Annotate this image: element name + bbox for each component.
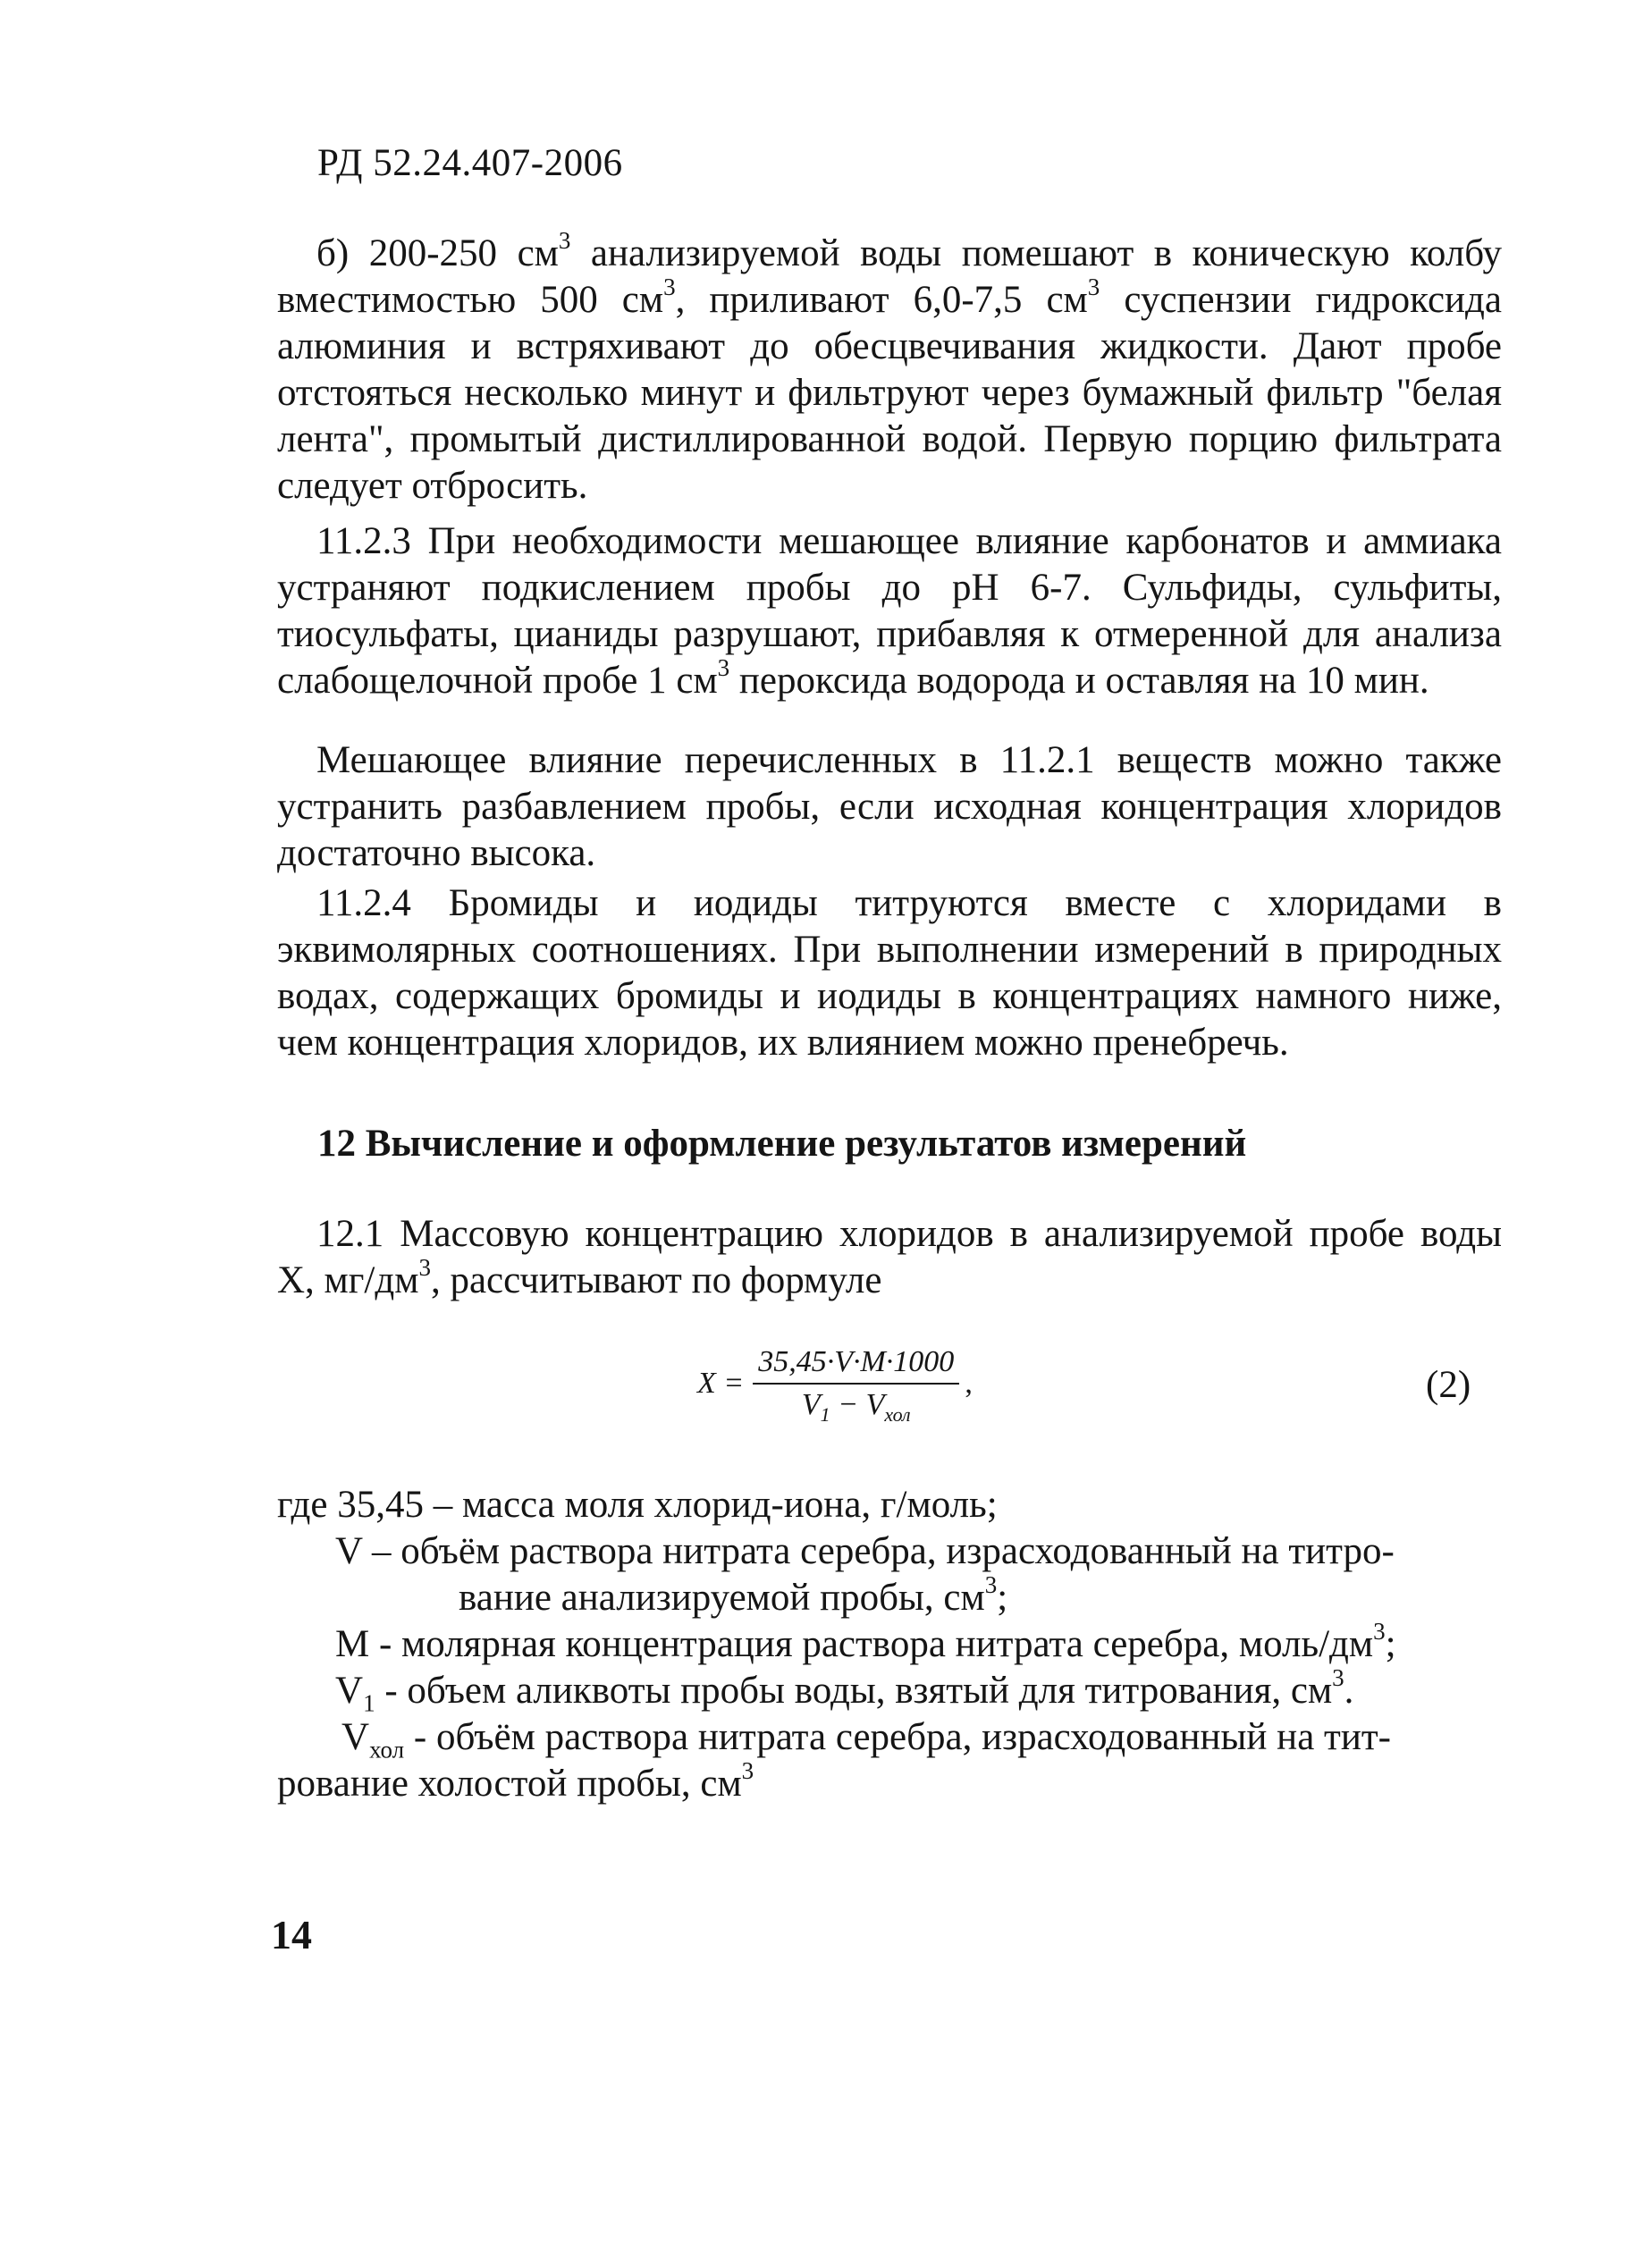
section-title: 12 Вычисление и оформление результатов измерений	[317, 1123, 1247, 1165]
page-number: 14	[271, 1912, 312, 1957]
superscript-3: 3	[418, 1253, 431, 1281]
formula-comma: ,	[965, 1367, 973, 1400]
definition-m: M - молярная концентрация раствора нитрата серебра, моль/$дм^3$;	[335, 1617, 1396, 1665]
document-header: РД 52.24.407-2006	[317, 142, 623, 184]
formula-number: (2)	[1426, 1364, 1471, 1406]
formula-numerator: 35,45·V·M·1000	[753, 1345, 959, 1385]
superscript-3: 3	[741, 1756, 754, 1784]
paragraph-12-1: 12.1 Массовую концентрацию хлоридов в анализируемой пробе воды X, $мг/дм^3$, рассчитывают по формуле	[277, 1213, 1502, 1301]
variable-definitions	[277, 1482, 1502, 1807]
formula-denominator: $V_1 - V_{хол}$	[801, 1388, 911, 1426]
superscript-3: 3	[663, 273, 676, 300]
definition-v: V – объём раствора нитрата серебра, израсходованный на титро- вание анализируемой пробы, $см^3$;	[335, 1530, 1395, 1619]
superscript-3: 3	[1087, 273, 1100, 300]
superscript-3: 3	[1373, 1617, 1386, 1645]
formula-fraction	[753, 1345, 959, 1426]
paragraph-b-item: б) 200-250 $см^3$ анализируемой воды помешают в коническую колбу вместимостью 500 $см^3$, приливают 6,0-7,5 $см^3$ суспензии гидроксида алюминия и встряхивают до обесцвечивания жидкости. Дают пробе отстояться несколько минут и фильтруют через бумажный фильтр "белая лента", промытый дистиллированной водой. Первую порцию фильтрата следует отбросить.	[277, 226, 1502, 507]
superscript-3: 3	[558, 226, 571, 254]
definition-v1: $V_1$ - объем аликвоты пробы воды, взятый для титрования, $см^3$.	[335, 1663, 1354, 1717]
superscript-3: 3	[984, 1570, 998, 1598]
definition-v-hol: $V_{хол}$ - объём раствора нитрата серебра, израсходованный на тит- рование холостой пробы, $см^3$	[277, 1716, 1391, 1805]
formula-lhs: X =	[697, 1367, 745, 1400]
paragraph-11-2-3: 11.2.3 При необходимости мешающее влияние карбонатов и аммиака устраняют подкислением пробы до рН 6-7. Сульфиды, сульфиты, тиосульфаты, цианиды разрушают, прибавляя к отмеренной для анализа слабощелочной пробе 1 $см^3$ пероксида водорода и оставляя на 10 мин.	[277, 520, 1502, 702]
definition-35-45: где 35,45 – масса моля хлорид-иона, г/моль;	[277, 1484, 998, 1526]
paragraph-11-2-4: 11.2.4 Бромиды и иодиды титруются вместе с хлоридами в эквимолярных соотношениях. При выполнении измерений в природных водах, содержащих бромиды и иодиды в концентрациях намного ниже, чем концентрация хлоридов, их влиянием можно пренебречь.	[277, 882, 1502, 1064]
superscript-3: 3	[1332, 1663, 1344, 1691]
formula	[697, 1345, 973, 1426]
paragraph-interference: Мешающее влияние перечисленных в 11.2.1 веществ можно также устранить разбавлением пробы, если исходная концентрация хлоридов достаточно высока.	[277, 739, 1502, 874]
superscript-3: 3	[717, 653, 730, 681]
